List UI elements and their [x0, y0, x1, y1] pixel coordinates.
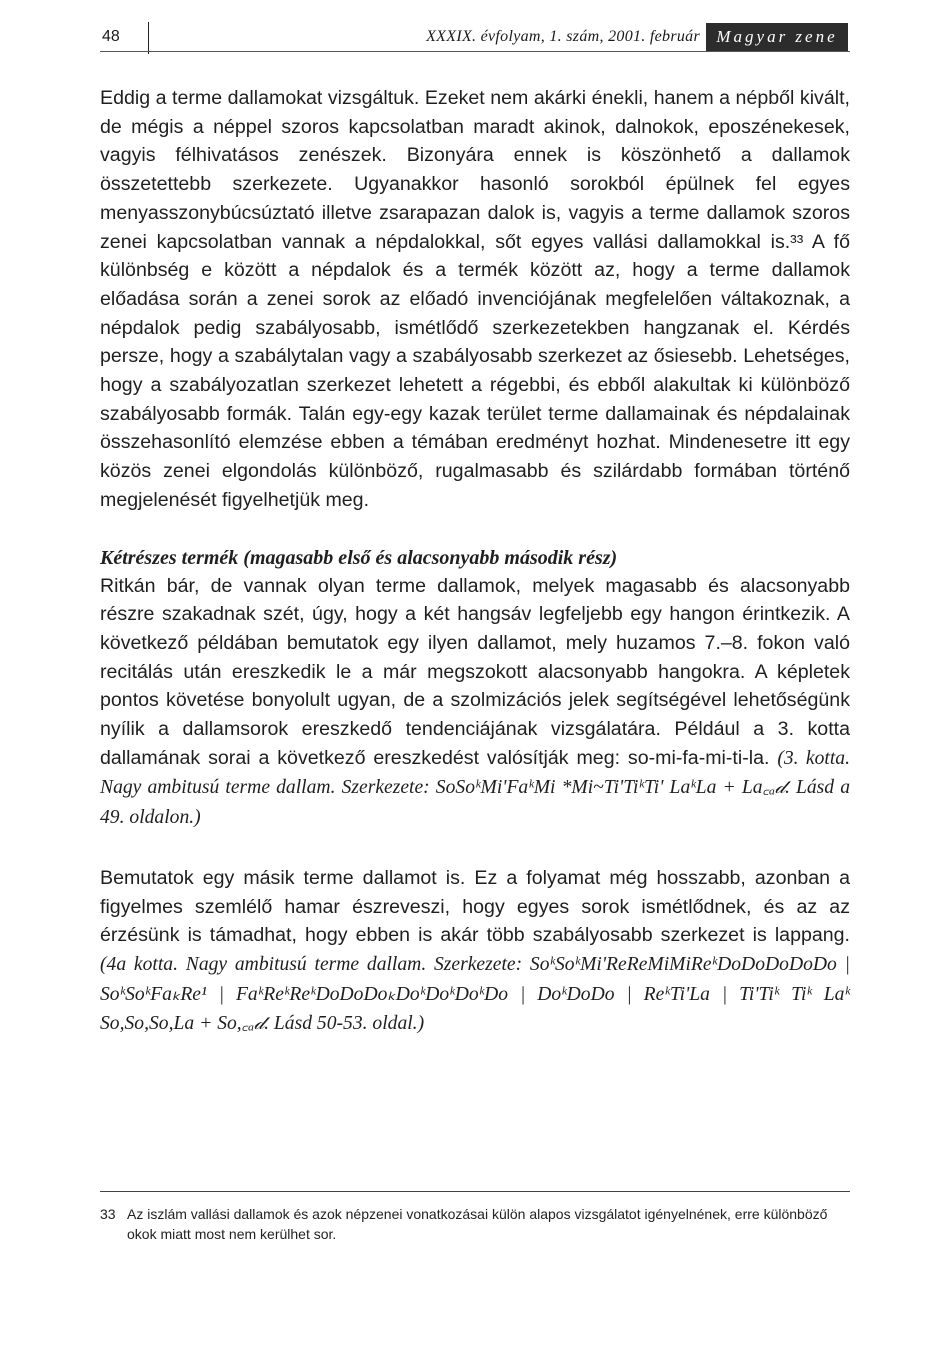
paragraph-2-text: Ritkán bár, de vannak olyan terme dallamok, melyek magasabb és alacsonyabb részre szakadnak szét, úgy, hogy a két hangsáv legfeljebb egy hangon érintkezik. A következő példában bemutatok egy ilyen dallamot, mely huzamos 7.–8. fokon való recitálás után ereszkedik le a már megszokott alacsonyabb hangokra. A képletek pontos követése bonyolult ugyan, de a szolmizációs jelek segítségével lehetőségünk nyílik a dallamsorok ereszkedő tendenciájának vizsgálatára. Például a 3. kotta dallamának sorai a következő ereszkedést valósítják meg: so-mi-fa-mi-ti-la.	[100, 574, 850, 769]
paragraph-3-formula: (4a kotta. Nagy ambitusú terme dallam. Szerkezete: SoᵏSoᵏMi'ReReMiMiReᵏDoDoDoDoDo | SoᵏSoᵏFaₖRe¹ | FaᵏReᵏReᵏDoDoDoₖDoᵏDoᵏDoᵏDo | DoᵏDoDo | ReᵏTi'La | Ti'Tiᵏ Tiᵏ Laᵏ So,So,So,La + So,꜀ₐ𝒹. Lásd 50-53. oldal.)	[100, 953, 850, 1035]
footnote	[100, 1204, 850, 1244]
paragraph-3	[100, 864, 850, 1039]
header-divider	[148, 22, 149, 54]
article-body	[100, 84, 850, 1039]
paragraph-1: Eddig a terme dallamokat vizsgáltuk. Ezeket nem akárki énekli, hanem a népből kivált, de mégis a néppel szoros kapcsolatban maradt akinok, dalnokok, eposzénekesek, vagyis félhivatásos zenészek. Bizonyára ennek is köszönhető a dallamok összetettebb szerkezete. Ugyanakkor hasonló sorokból épülnek fel egyes menyasszonybúcsúztató illetve zsarapazan dalok is, vagyis a terme dallamok szoros zenei kapcsolatban vannak a népdalokkal, sőt egyes vallási dallamokkal is.³³ A fő különbség e között a népdalok és a termék között az, hogy a terme dallamok előadása során a zenei sorok az előadó invenciójának megfelelően váltakoznak, a népdalok pedig szabályosabb, ismétlődő szerkezetekben hangzanak el. Kérdés persze, hogy a szabálytalan vagy a szabályosabb szerkezet az ősiesebb. Lehetséges, hogy a szabályozatlan szerkezet lehetett a régebbi, és ebből alakultak ki különböző szabályosabb formák. Talán egy-egy kazak terület terme dallamainak és népdalainak összehasonlító elemzése ebben a témában eredményt hozhat. Mindenesetre itt egy közös zenei elgondolás különböző, rugalmasabb és szilárdabb formában történő megjelenését figyelhetjük meg.	[100, 87, 850, 511]
issue-info: XXXIX. évfolyam, 1. szám, 2001. február	[426, 28, 700, 45]
journal-tag: Magyar zene	[706, 23, 848, 51]
footnote-text: Az iszlám vallási dallamok és azok népzenei vonatkozásai külön alapos vizsgálatot igényelnének, erre különböző okok miatt most nem kerülhet sor.	[127, 1206, 828, 1242]
paragraph-3-text: Bemutatok egy másik terme dallamot is. Ez a folyamat még hosszabb, azonban a figyelmes szemlélő hamar észreveszi, hogy egyes sorok ismétlődnek, és az az érzésünk is támadhat, hogy ebben is akár több szabályosabb szerkezet is lappang.	[100, 866, 850, 947]
page-number: 48	[102, 28, 120, 45]
running-header	[100, 22, 848, 52]
section-heading: Kétrészes termék (magasabb első és alacsonyabb második rész)	[100, 546, 618, 569]
header-rule	[100, 51, 850, 52]
paragraph-2-formula: (3. kotta. Nagy ambitusú terme dallam. Szerkezete: SoSoᵏMi'FaᵏMi *Mi~Ti'TiᵏTi' LaᵏLa + La꜀ₐ𝒹. Lásd a 49. oldalon.)	[100, 747, 850, 829]
footnote-rule	[100, 1191, 850, 1192]
footnote-number: 33	[100, 1206, 116, 1222]
paragraph-2	[100, 572, 850, 833]
